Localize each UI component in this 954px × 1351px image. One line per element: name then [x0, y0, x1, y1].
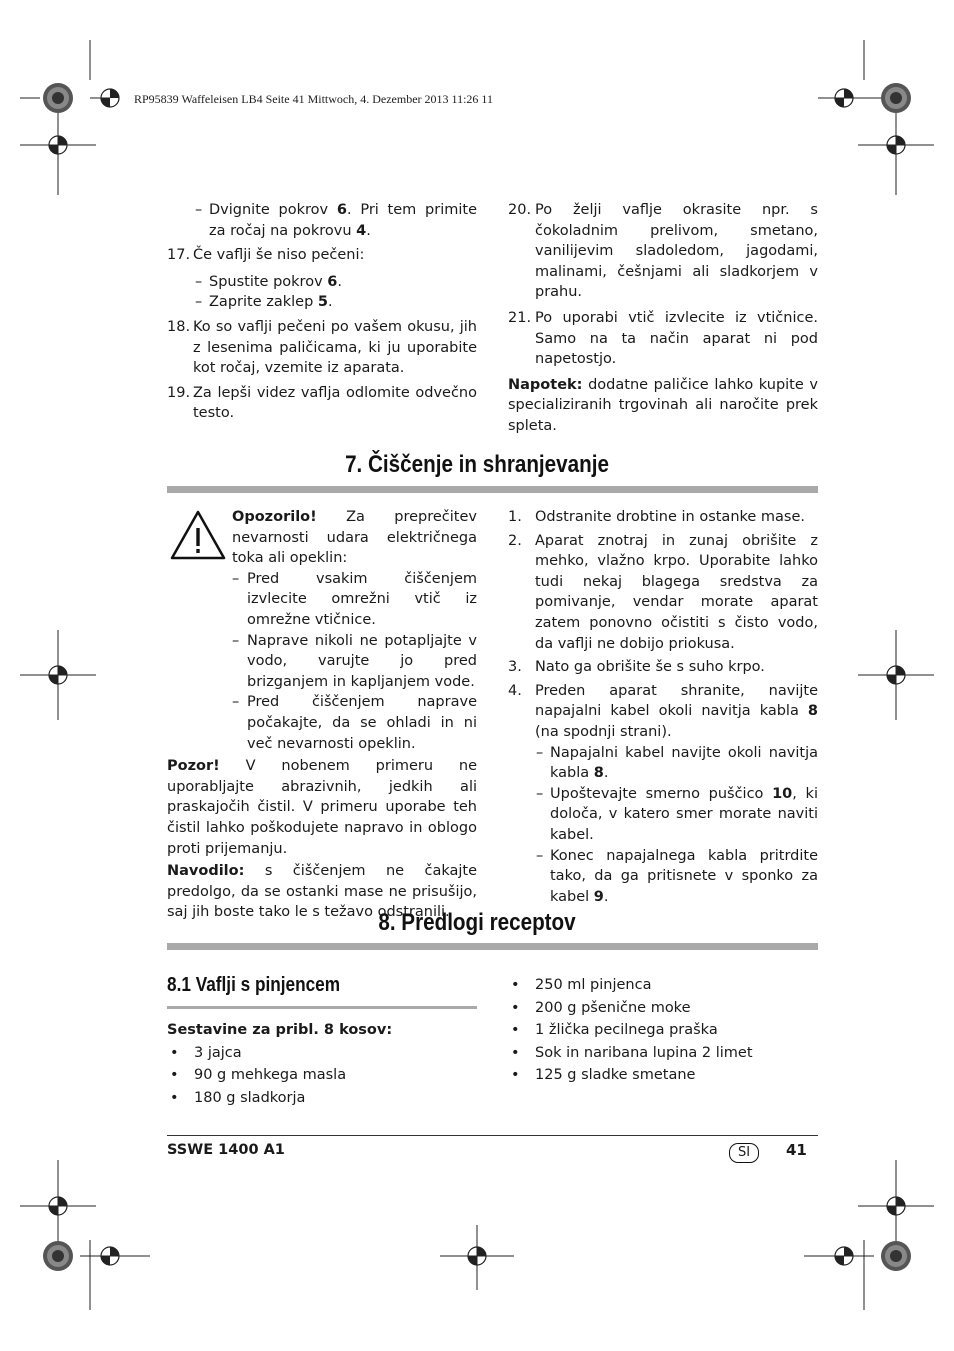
note-paragraph — [508, 375, 818, 437]
warning-paragraph — [167, 507, 477, 569]
print-info: RP95839 Waffeleisen LB4 Seite 41 Mittwoch, 4. Dezember 2013 11:26 11 — [134, 92, 493, 106]
text: . Pri tem primite za ročaj na pokrovu — [209, 202, 477, 239]
section-8-title: 8. Predlogi receptov — [378, 909, 576, 936]
step-number: 17. — [167, 247, 191, 264]
text: Napajalni kabel navijte okoli navitja kabla — [550, 744, 818, 782]
text: , ki določa, v katero smer morate naviti kabel. — [550, 785, 818, 843]
list-item — [167, 200, 477, 241]
ingredient-item — [508, 1020, 818, 1041]
dash: – — [195, 273, 203, 290]
ingredient-text: 1 žlička pecilnega praška — [535, 1022, 718, 1039]
language-badge: SI — [729, 1143, 759, 1163]
text: Dvignite pokrov — [209, 202, 337, 218]
ingredient-item — [508, 1065, 818, 1086]
step-text: Preden aparat shranite, navijte napajalni kabel okoli navitja kabla — [535, 682, 818, 720]
step-text: Če vaflji še niso pečeni: — [193, 247, 365, 264]
bullet: • — [511, 1044, 520, 1061]
step-17 — [167, 245, 477, 266]
text: Zaprite zaklep — [209, 294, 318, 311]
step-18 — [167, 317, 477, 379]
step-text: Ko so vaflji pečeni po vašem okusu, jih z lesenima paličicama, ki ju uporabite kot ročaj, vzemite iz aparata. — [193, 318, 477, 377]
ref-number: 10 — [772, 785, 793, 802]
step-4-sub-item — [508, 784, 818, 846]
step-text: Po uporabi vtič izvlecite iz vtičnice. Samo na ta način aparat ni pod napetostjo. — [535, 309, 818, 368]
warning-text: Za preprečitev nevarnosti udara električnega toka ali opeklin: — [232, 509, 477, 567]
ingredient-text: 200 g pšenične moke — [535, 999, 691, 1016]
ingredient-text: 250 ml pinjenca — [535, 977, 652, 993]
bullet: • — [170, 1044, 179, 1061]
dash: – — [232, 570, 240, 587]
section-8-rule — [167, 943, 818, 950]
ref-number: 8 — [807, 703, 818, 720]
step-19 — [167, 383, 477, 424]
bullet: • — [511, 1022, 520, 1039]
list-item — [167, 272, 477, 293]
ingredient-item — [167, 1043, 477, 1064]
text: Pred čiščenjem naprave počakajte, da se ohladi in ni več nevarnosti opeklin. — [247, 694, 477, 752]
dash: – — [232, 694, 240, 711]
warning-item — [167, 631, 477, 693]
footer-model: SSWE 1400 A1 — [167, 1142, 285, 1158]
warning-item — [167, 692, 477, 754]
bullet: • — [511, 999, 520, 1016]
step-number: 2. — [508, 532, 522, 549]
step-text: Za lepši videz vaflja odlomite odvečno testo. — [193, 384, 477, 422]
section-7-right-column — [508, 507, 818, 907]
ingredient-text: 180 g sladkorja — [194, 1089, 306, 1106]
step-text: Odstranite drobtine in ostanke mase. — [535, 509, 806, 525]
ref-number: 6 — [336, 202, 347, 218]
footer-rule — [167, 1135, 818, 1136]
ref-number: 5 — [317, 294, 328, 311]
text: Konec napajalnega kabla pritrdite tako, da ga pritisnete v sponko za kabel — [550, 847, 818, 905]
step-20 — [508, 200, 818, 303]
ingredients-right-column — [508, 975, 818, 1086]
page-number: 41 — [786, 1141, 807, 1159]
top-right-column — [508, 200, 818, 437]
ref-number: 6 — [327, 273, 338, 290]
note-label: Napotek: — [508, 376, 583, 393]
ingredient-text: Sok in naribana lupina 2 limet — [535, 1044, 753, 1061]
text: Spustite pokrov — [209, 273, 328, 290]
note-text: dodatne paličice lahko kupite v specializiranih trgovinah ali naročite prek spleta. — [508, 376, 818, 434]
step-3 — [508, 657, 818, 678]
text: Naprave nikoli ne potapljajte v vodo, varujte jo pred brizganjem in kapljanjem vode. — [247, 632, 477, 690]
step-1 — [508, 507, 818, 528]
ingredient-text: 3 jajca — [194, 1044, 242, 1061]
dash: – — [195, 294, 203, 311]
ingredient-text: 90 g mehkega masla — [194, 1067, 347, 1084]
dash: – — [232, 632, 240, 649]
bullet: • — [170, 1067, 179, 1084]
dash: – — [536, 785, 544, 802]
ingredient-text: 125 g sladke smetane — [535, 1067, 696, 1084]
section-7-rule — [167, 486, 818, 493]
text: . — [603, 765, 609, 782]
step-number: 18. — [167, 318, 191, 335]
step-21 — [508, 308, 818, 370]
ref-number: 9 — [593, 888, 604, 905]
caution-text: V nobenem primeru ne uporabljajte abrazivnih, jedkih ali praskajočih čistil. V primeru uporabe teh čistil lahko poškodujete napravo in oblogo proti prijemanju. — [167, 758, 477, 857]
dash: – — [536, 744, 544, 761]
bullet: • — [511, 1067, 520, 1084]
step-text: Nato ga obrišite še s suho krpo. — [535, 659, 765, 676]
ingredient-item — [508, 975, 818, 996]
text: . — [337, 273, 342, 290]
instruction-label: Navodilo: — [167, 863, 245, 880]
bullet: • — [170, 1089, 179, 1106]
ingredient-item — [508, 998, 818, 1019]
text: Upoštevajte smerno puščico — [550, 785, 773, 802]
caution-paragraph — [167, 756, 477, 859]
warning-item — [167, 569, 477, 631]
step-number: 4. — [508, 682, 522, 699]
text: . — [366, 222, 371, 239]
section-7-title: 7. Čiščenje in shranjevanje — [345, 451, 609, 478]
dash: – — [195, 202, 203, 218]
caution-label: Pozor! — [167, 758, 220, 775]
ingredient-item — [167, 1065, 477, 1086]
step-number: 21. — [508, 309, 532, 326]
step-text: (na spodnji strani). — [535, 723, 672, 740]
step-text: Po želji vaflje okrasite npr. s čokoladnim prelivom, smetano, vanilijevim sladoledom, jagodami, malinami, češnjami ali sladkorjem v prahu. — [535, 202, 818, 301]
list-item — [167, 292, 477, 313]
text: Pred vsakim čiščenjem izvlecite omrežni vtič iz omrežne vtičnice. — [247, 570, 477, 628]
step-4-sub-item — [508, 743, 818, 784]
text: . — [603, 888, 609, 905]
step-number: 20. — [508, 202, 532, 218]
ingredients-left-column — [167, 1020, 477, 1108]
step-number: 19. — [167, 384, 191, 401]
step-2 — [508, 531, 818, 655]
warning-label: Opozorilo! — [232, 509, 317, 525]
step-number: 3. — [508, 659, 522, 676]
subsection-rule — [167, 1006, 477, 1009]
ingredient-item — [508, 1043, 818, 1064]
section-7-left-column — [167, 507, 477, 923]
ingredients-label: Sestavine za pribl. 8 kosov: — [167, 1022, 393, 1038]
step-4-sub-item — [508, 846, 818, 908]
subsection-title: 8.1 Vaflji s pinjencem — [167, 974, 341, 996]
ref-number: 8 — [593, 765, 604, 782]
bullet: • — [511, 977, 520, 993]
step-text: Aparat znotraj in zunaj obrišite z mehko, vlažno krpo. Uporabite lahko tudi nekaj blagega sredstva za pomivanje, vendar morate aparat zatem ponovno očistiti s čisto vodo, da vaflji ne dobijo priokusa. — [535, 532, 818, 652]
ref-number: 4 — [356, 222, 367, 239]
ingredient-item — [167, 1088, 477, 1109]
step-number: 1. — [508, 509, 522, 525]
instruction-text: s čiščenjem ne čakajte predolgo, da se ostanki mase ne prisušijo, saj jih boste tako le s težavo odstranili. — [167, 863, 477, 921]
step-4 — [508, 681, 818, 743]
dash: – — [536, 847, 544, 864]
top-left-column — [167, 200, 477, 424]
text: . — [327, 294, 333, 311]
